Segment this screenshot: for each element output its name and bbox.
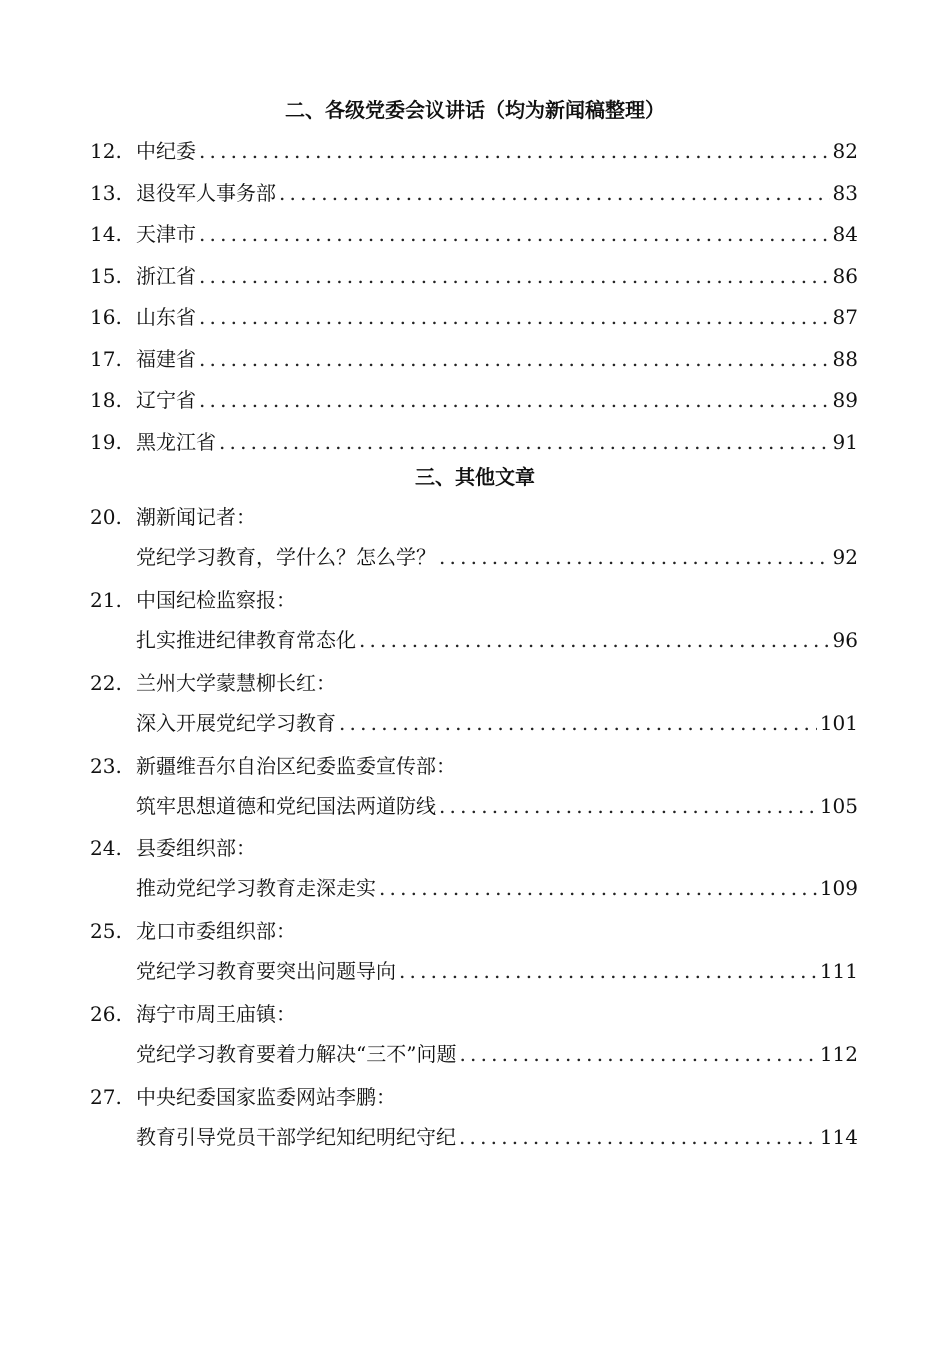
entry-source: 中国纪检监察报： [136,588,296,612]
entry-page: 89 [832,388,858,412]
dot-leader [199,219,830,249]
dot-leader [439,542,830,572]
toc-entry[interactable] [90,344,858,374]
entry-number: 20. [90,505,122,529]
entry-number: 23. [90,754,122,778]
dot-leader [199,261,830,291]
toc-entry-source [90,999,858,1029]
entry-source: 新疆维吾尔自治区纪委监委宣传部： [136,754,456,778]
toc-entry[interactable] [90,385,858,415]
toc-entry[interactable] [136,873,858,903]
toc-entry[interactable] [90,302,858,332]
entry-page: 92 [832,545,858,569]
toc-entry-source [90,585,858,615]
toc-entry[interactable] [136,625,858,655]
entry-number: 14. [90,222,122,246]
toc-entry[interactable] [90,136,858,166]
entry-page: 105 [819,794,858,818]
entry-page: 91 [832,430,858,454]
entry-page: 112 [819,1042,858,1066]
entry-number: 24. [90,836,122,860]
entry-number: 16. [90,305,122,329]
entry-page: 101 [819,711,858,735]
entry-source: 中央纪委国家监委网站李鹏： [136,1085,396,1109]
dot-leader [339,708,817,738]
entry-title: 深入开展党纪学习教育 [136,711,336,735]
entry-number: 19. [90,430,122,454]
toc-entry[interactable] [136,1039,858,1069]
entry-title: 辽宁省 [136,388,196,412]
toc-entry-source [90,1082,858,1112]
toc-entry-source [90,502,858,532]
entry-number: 26. [90,1002,122,1026]
toc-entry[interactable] [90,427,858,457]
entry-page: 96 [832,628,858,652]
entry-number: 21. [90,588,122,612]
dot-leader [199,136,830,166]
entry-page: 83 [832,181,858,205]
entry-number: 17. [90,347,122,371]
entry-number: 13. [90,181,122,205]
entry-source: 县委组织部： [136,836,256,860]
toc-entry[interactable] [90,219,858,249]
toc-entry-source [90,833,858,863]
entry-title: 党纪学习教育要突出问题导向 [136,959,396,983]
dot-leader [379,873,817,903]
entry-number: 22. [90,671,122,695]
entry-page: 84 [832,222,858,246]
toc-entry-source [90,916,858,946]
entry-source: 兰州大学蒙慧柳长红： [136,671,336,695]
dot-leader [279,178,830,208]
entry-number: 15. [90,264,122,288]
section-heading: 二、各级党委会议讲话（均为新闻稿整理） [285,98,665,122]
dot-leader [399,956,817,986]
entry-title: 浙江省 [136,264,196,288]
entry-title: 党纪学习教育，学什么？怎么学？ [136,545,436,569]
entry-title: 天津市 [136,222,196,246]
entry-title: 福建省 [136,347,196,371]
entry-number: 25. [90,919,122,943]
dot-leader [459,1122,817,1152]
dot-leader [439,791,817,821]
toc-entry-source [90,668,858,698]
entry-source: 海宁市周王庙镇： [136,1002,296,1026]
entry-page: 114 [819,1125,858,1149]
entry-title: 扎实推进纪律教育常态化 [136,628,356,652]
dot-leader [359,625,830,655]
entry-title: 筑牢思想道德和党纪国法两道防线 [136,794,436,818]
toc-entry[interactable] [136,956,858,986]
toc-entry-source [90,751,858,781]
entry-page: 88 [832,347,858,371]
entry-number: 12. [90,139,122,163]
entry-page: 111 [819,959,858,983]
entry-title: 黑龙江省 [136,430,216,454]
entry-page: 86 [832,264,858,288]
toc-entry[interactable] [136,1122,858,1152]
entry-page: 109 [819,876,858,900]
entry-source: 潮新闻记者： [136,505,256,529]
dot-leader [459,1039,816,1069]
dot-leader [199,302,830,332]
section-heading: 三、其他文章 [415,465,535,489]
entry-page: 82 [832,139,858,163]
toc-entry[interactable] [136,708,858,738]
toc-entry[interactable] [90,178,858,208]
entry-title: 中纪委 [136,139,196,163]
entry-title: 推动党纪学习教育走深走实 [136,876,376,900]
dot-leader [199,385,830,415]
toc-entry[interactable] [90,261,858,291]
toc-entry[interactable] [136,791,858,821]
entry-source: 龙口市委组织部： [136,919,296,943]
entry-title: 教育引导党员干部学纪知纪明纪守纪 [136,1125,456,1149]
entry-number: 18. [90,388,122,412]
entry-page: 87 [832,305,858,329]
toc-entry[interactable] [136,542,858,572]
entry-title: 党纪学习教育要着力解决“三不”问题 [136,1042,457,1066]
entry-title: 退役军人事务部 [136,181,276,205]
dot-leader [199,344,830,374]
dot-leader [219,427,830,457]
entry-title: 山东省 [136,305,196,329]
entry-number: 27. [90,1085,122,1109]
